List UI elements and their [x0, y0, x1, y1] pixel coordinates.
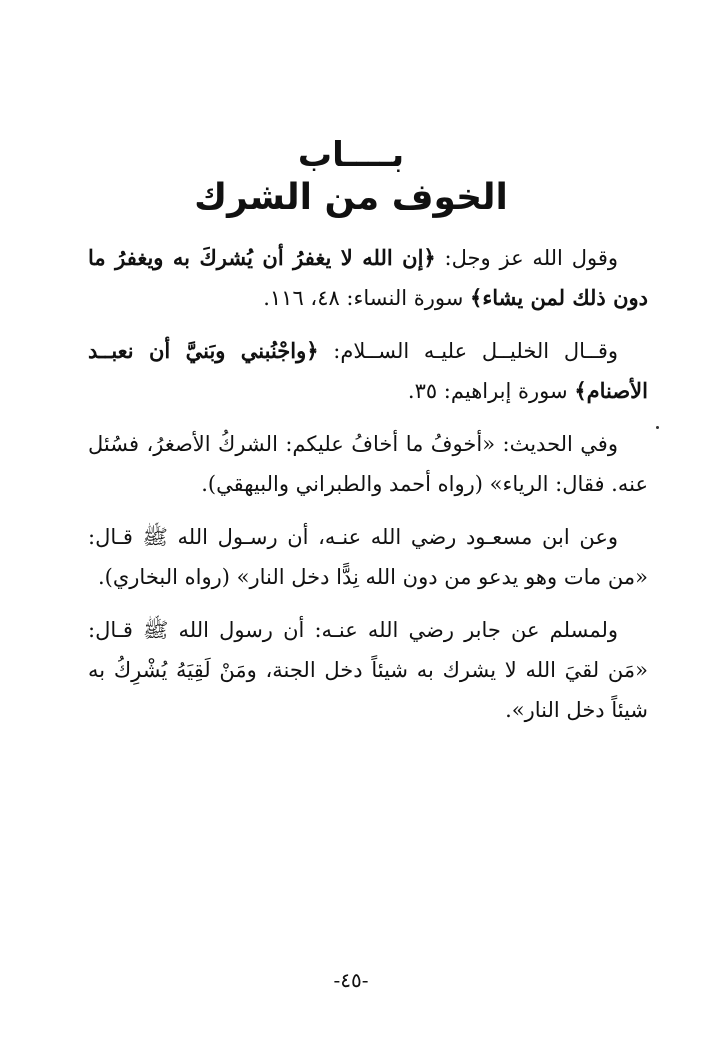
quran-quote: ﴿واجْنُبني وبَنيَّ أن نعبــد الأصنام﴾ — [88, 338, 648, 403]
quran-quote: ﴿إن الله لا يغفرُ أن يُشركَ به ويغفرُ ما دون ذلك لمن يشاء﴾ — [88, 245, 648, 310]
chapter-title: الخوف من الشرك — [194, 177, 508, 218]
paragraph-hadith-jabir: ولمسلم عن جابر رضي الله عنـه: أن رسول الله ﷺ قـال: «مَن لقيَ الله لا يشرك به شيئاً دخل الجنة، ومَنْ لَقِيَهُ يُشْرِكُ به شيئاً دخل النار». — [88, 618, 648, 722]
paragraph-citation: سورة النساء: ٤٨، ١١٦. — [263, 286, 471, 310]
paragraph-quran-nisa — [88, 238, 648, 318]
page-number: -٤٥- — [333, 968, 369, 992]
paragraph-hadith-ibn-masud: وعن ابن مسعـود رضي الله عنـه، أن رسـول الله ﷺ قـال: «من مات وهو يدعو من دون الله نِدًّا دخل النار» (رواه البخاري). — [88, 525, 648, 589]
stray-mark — [656, 426, 659, 429]
paragraph-citation: سورة إبراهيم: ٣٥. — [407, 379, 575, 403]
chapter-body — [88, 238, 648, 743]
paragraph-lead: وقــال الخليــل عليـه الســلام: — [318, 339, 618, 363]
paragraph-hadith-riya: وفي الحديث: «أخوفُ ما أخافُ عليكم: الشركُ الأصغرُ، فسُئل عنه. فقال: الرياء» (رواه أحمد والطبراني والبيهقي). — [88, 432, 648, 496]
paragraph-lead: وقول الله عز وجل: — [435, 246, 618, 270]
paragraph-quran-ibrahim — [88, 331, 648, 411]
chapter-label: بــــاب — [297, 135, 405, 175]
